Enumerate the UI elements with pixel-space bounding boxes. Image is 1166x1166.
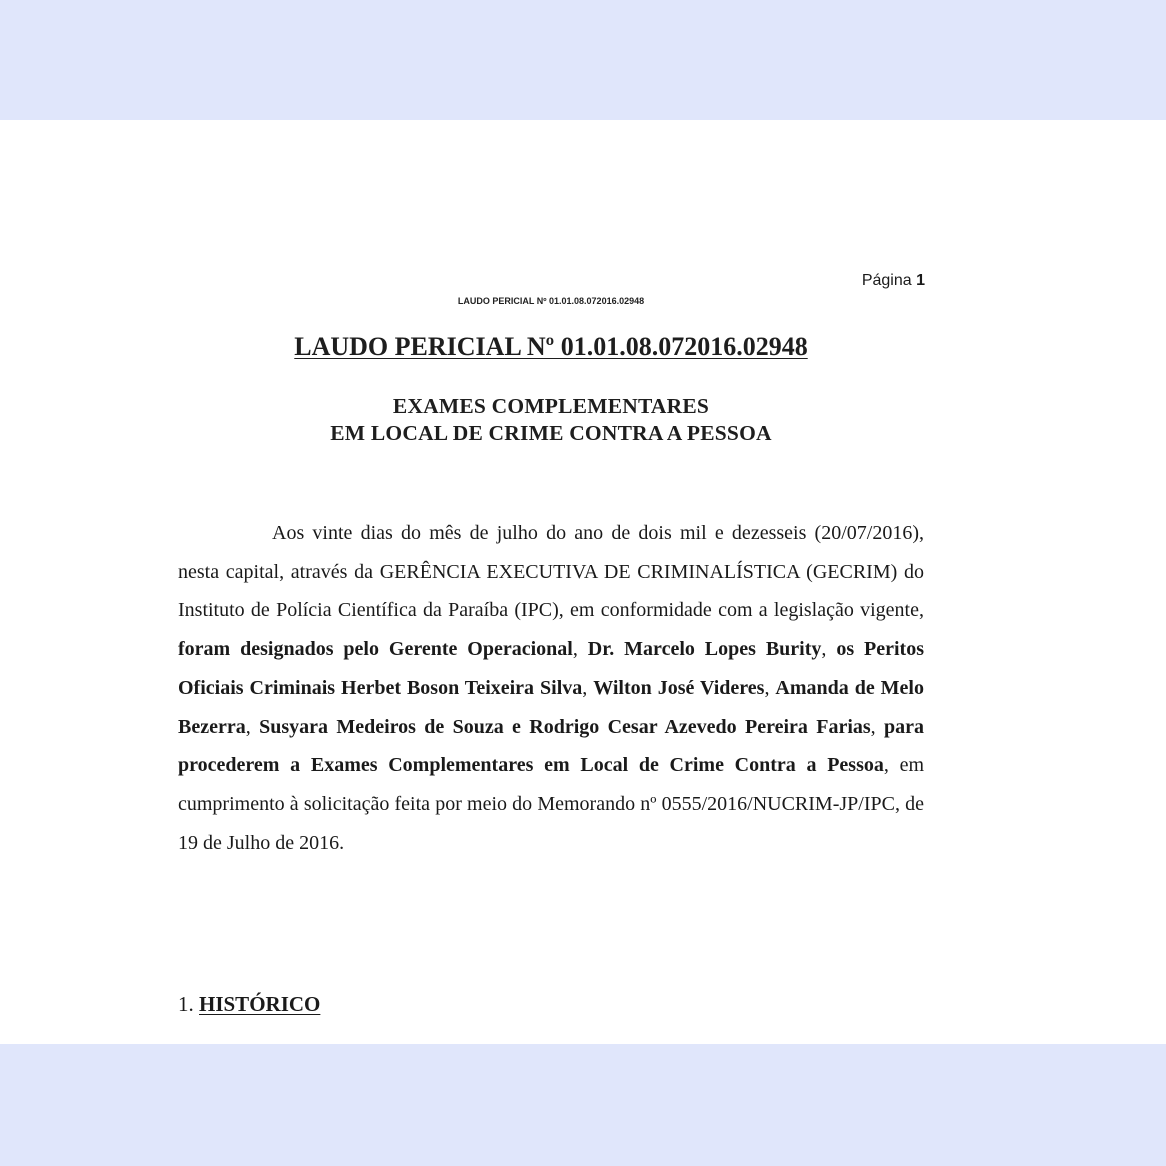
body-bold-7: para procederem a Exames Complementares em Local de Crime Contra a Pessoa xyxy=(178,715,925,777)
body-paragraph xyxy=(178,514,924,862)
body-bold-5: Amanda de Melo Bezerra xyxy=(178,676,924,738)
section-number: 1. xyxy=(178,992,194,1016)
body-text-7: , xyxy=(870,715,885,738)
body-text-8: , em cumprimento à solicitação feita por meio do Memorando nº 0555/2016/NUCRIM-JP/IPC, de 19 de Julho de 2016. xyxy=(178,754,925,854)
body-text-3: , xyxy=(821,638,837,661)
body-bold-2: Dr. Marcelo Lopes Burity xyxy=(587,638,822,661)
body-bold-1: foram designados pelo Gerente Operacional xyxy=(178,638,573,661)
subtitle-line-1: EXAMES COMPLEMENTARES xyxy=(392,394,710,418)
body-bold-4: Wilton José Videres xyxy=(593,676,765,699)
page-number-label: Página xyxy=(861,272,912,289)
section-title: HISTÓRICO xyxy=(199,992,321,1016)
subtitle-line-2: EM LOCAL DE CRIME CONTRA A PESSOA xyxy=(330,421,772,445)
body-text-6: , xyxy=(245,715,260,738)
body-text-2: , xyxy=(572,638,588,661)
running-header: LAUDO PERICIAL Nº 01.01.08.072016.02948 xyxy=(457,296,645,306)
page-number xyxy=(862,272,925,290)
body-text-5: , xyxy=(764,676,776,699)
body-bold-6: Susyara Medeiros de Souza e Rodrigo Cesar Azevedo Pereira Farias xyxy=(259,715,871,738)
document-title: LAUDO PERICIAL Nº 01.01.08.072016.02948 xyxy=(294,332,808,361)
body-text-1: Aos vinte dias do mês de julho do ano de dois mil e dezesseis (20/07/2016), nesta capital, através da GERÊNCIA EXECUTIVA DE CRIMINALÍSTICA (GECRIM) do Instituto de Polícia Científica da Paraíba (IPC), em conformidade com a legislação vigente, xyxy=(178,522,924,622)
body-bold-3: os Peritos Oficiais Criminais Herbet Boson Teixeira Silva xyxy=(178,638,925,699)
body-text-4: , xyxy=(582,676,594,699)
section-heading xyxy=(178,992,320,1017)
document-page xyxy=(0,120,1166,1044)
page-number-value: 1 xyxy=(916,272,925,289)
